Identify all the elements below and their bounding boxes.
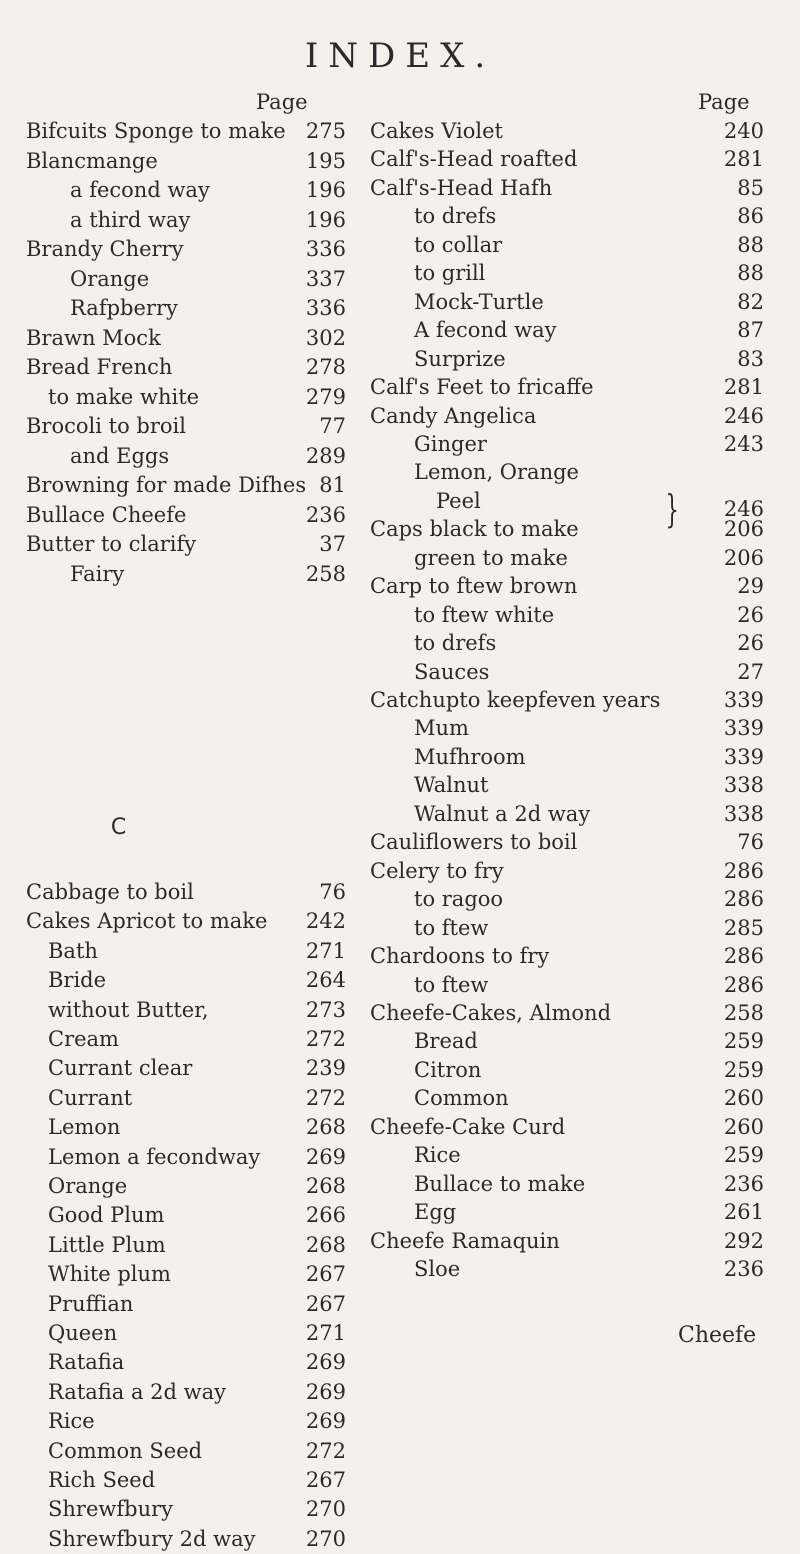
entry-page: 278: [305, 355, 346, 379]
index-entry: [370, 315, 764, 345]
entry-text: Cauliflowers to boil: [370, 830, 578, 855]
index-entry: [370, 571, 764, 601]
entry-page: 281: [723, 375, 764, 400]
entry-page: 259: [723, 1143, 764, 1168]
entry-text: Shrewfbury: [48, 1497, 173, 1522]
index-entry: [26, 1406, 346, 1436]
entry-text: Little Plum: [48, 1232, 166, 1257]
entry-page: 292: [723, 1228, 764, 1253]
index-entry: [370, 770, 764, 800]
index-entry: [26, 559, 346, 589]
index-entry: [26, 1200, 346, 1230]
index-entry: [26, 146, 346, 176]
entry-page: 336: [305, 237, 346, 261]
entry-text: Lemon a fecondway: [48, 1144, 261, 1169]
entry-page: 270: [305, 1497, 346, 1522]
page-column-heading: Page: [256, 90, 308, 114]
entry-page: 86: [737, 204, 764, 229]
index-entry: [370, 1140, 764, 1170]
index-entry: [26, 441, 346, 471]
entry-text: to ragoo: [414, 887, 504, 912]
entry-text: Butter to clarify: [26, 532, 197, 556]
index-entry: [370, 941, 764, 971]
entry-text: Bread: [414, 1029, 478, 1054]
entry-text: Cakes Apricot to make: [26, 909, 268, 934]
index-entry: [370, 628, 764, 658]
entry-text: Calf's Feet to fricaffe: [370, 375, 594, 400]
entry-page: 275: [305, 119, 346, 143]
entry-page: 37: [319, 532, 346, 556]
entry-text: Lemon: [48, 1115, 121, 1140]
entry-page: 239: [305, 1056, 346, 1081]
index-entry: [26, 1494, 346, 1524]
entry-page: 339: [723, 716, 764, 741]
index-entry: [26, 323, 346, 353]
entry-page: 267: [305, 1468, 346, 1492]
entry-text: and Eggs: [70, 443, 170, 468]
entry-page: 76: [737, 830, 764, 855]
entry-page: 82: [737, 289, 764, 314]
index-entry: [370, 1169, 764, 1199]
index-entry: [370, 799, 764, 829]
entry-text: Bread French: [26, 355, 173, 379]
entry-text: Queen: [48, 1321, 118, 1345]
entry-page: 259: [723, 1057, 764, 1082]
entry-page: 195: [305, 148, 346, 173]
index-entry: [370, 429, 764, 459]
entry-page: 339: [723, 744, 764, 769]
entry-page: 272: [305, 1438, 346, 1463]
entry-page: 266: [305, 1203, 346, 1228]
entry-page: 261: [723, 1200, 764, 1225]
index-entry: [26, 1289, 346, 1319]
entry-page: 81: [319, 473, 346, 497]
entry-page: 206: [723, 517, 764, 542]
index-entry: [26, 965, 346, 995]
entry-page: 76: [319, 880, 346, 904]
entry-text: Orange: [48, 1174, 128, 1198]
entry-page: 272: [305, 1085, 346, 1110]
index-entry: [370, 401, 764, 431]
entry-text: Currant: [48, 1085, 133, 1110]
entry-page: 336: [305, 296, 346, 320]
entry-page: 206: [723, 545, 764, 570]
entry-page: 286: [723, 887, 764, 912]
entry-page: 236: [723, 1257, 764, 1281]
entry-text: Walnut: [414, 773, 489, 798]
entry-text: Rice: [414, 1143, 461, 1168]
entry-text: Rice: [48, 1409, 95, 1434]
entry-page: 259: [723, 1029, 764, 1054]
index-entry: [370, 913, 764, 943]
entry-page: 258: [723, 1000, 764, 1025]
index-entry: [370, 543, 764, 573]
index-entry: [26, 1053, 346, 1083]
entry-text: Orange: [70, 266, 150, 291]
entry-text: to collar: [414, 232, 503, 257]
index-entry: [370, 230, 764, 260]
entry-text: Rich Seed: [48, 1468, 156, 1492]
entry-text: Cheefe-Cake Curd: [370, 1114, 566, 1139]
index-entry: [370, 600, 764, 630]
entry-text: Caps black to make: [370, 517, 579, 542]
entry-page: 242: [305, 909, 346, 934]
index-entry: [26, 1465, 346, 1495]
index-entry: [370, 657, 764, 687]
index-entry: [26, 1142, 346, 1172]
index-entry: [26, 877, 346, 907]
entry-page: 268: [305, 1232, 346, 1257]
entry-text: Celery to fry: [370, 858, 504, 883]
entry-page: 272: [305, 1027, 346, 1051]
entry-page: 269: [305, 1350, 346, 1375]
entry-page: 246: [723, 403, 764, 428]
index-entry: [26, 470, 346, 500]
entry-text: Carp to ftew brown: [370, 574, 578, 599]
entry-page: 258: [305, 561, 346, 586]
entry-page: 281: [723, 147, 764, 172]
entry-page: 260: [723, 1086, 764, 1111]
index-entry: [26, 293, 346, 323]
index-entry: [26, 352, 346, 382]
entry-text: Walnut a 2d way: [414, 801, 591, 826]
entry-text: Bifcuits Sponge to make: [26, 119, 286, 143]
page-title: INDEX.: [304, 36, 496, 76]
entry-page: 196: [305, 178, 346, 202]
entry-text: Cakes Violet: [370, 119, 503, 143]
index-entry: [26, 936, 346, 966]
index-entry: [370, 258, 764, 288]
entry-page: 88: [737, 261, 764, 286]
entry-page: 267: [305, 1291, 346, 1316]
entry-text: Fairy: [70, 561, 125, 586]
entry-page: 85: [737, 175, 764, 200]
entry-text: Brandy Cherry: [26, 237, 184, 261]
index-entry: [26, 1024, 346, 1054]
index-entry: [26, 1112, 346, 1142]
entry-page: 260: [723, 1114, 764, 1139]
index-entry: [26, 1083, 346, 1113]
entry-text: Citron: [414, 1057, 482, 1082]
index-entry: [370, 998, 764, 1028]
entry-text: green to make: [414, 545, 568, 570]
index-entry: [26, 1524, 346, 1554]
entry-text: Lemon, Orange: [414, 460, 579, 485]
index-entry: [26, 234, 346, 264]
entry-text: Cheefe-Cakes, Almond: [370, 1000, 612, 1025]
entry-text: to make white: [48, 384, 200, 409]
entry-page: 236: [305, 502, 346, 527]
entry-text: to grill: [414, 261, 486, 286]
entry-page: 269: [305, 1379, 346, 1404]
brace-mark: }: [665, 487, 679, 531]
entry-text: Mock-Turtle: [414, 289, 544, 314]
entry-page: 269: [305, 1409, 346, 1434]
index-entry: [26, 1347, 346, 1377]
index-entry: [26, 995, 346, 1025]
entry-page: 289: [305, 443, 346, 468]
index-entry: [26, 1171, 346, 1201]
entry-page: 87: [737, 318, 764, 343]
entry-page: 338: [723, 801, 764, 826]
entry-text: Catchupto keepfeven years: [370, 688, 661, 712]
entry-text: White plum: [48, 1262, 171, 1287]
entry-text: a third way: [70, 207, 191, 232]
entry-page: 302: [305, 325, 346, 350]
entry-text: to drefs: [414, 204, 497, 229]
entry-page: 337: [305, 266, 346, 291]
entry-page: 264: [305, 968, 346, 993]
entry-page: 240: [723, 119, 764, 143]
entry-text: Surprize: [414, 346, 506, 371]
entry-page: 196: [305, 207, 346, 232]
index-entry: [26, 500, 346, 530]
index-entry: [26, 906, 346, 936]
entry-page: 29: [737, 574, 764, 599]
entry-text: to ftew: [414, 915, 489, 940]
index-entry: [26, 264, 346, 294]
entry-page: 279: [305, 384, 346, 409]
entry-page: 243: [723, 431, 764, 456]
index-entry: [26, 175, 346, 205]
entry-text: Sloe: [414, 1257, 461, 1281]
index-entry: [370, 1083, 764, 1113]
entry-page: 236: [723, 1171, 764, 1196]
entry-text: Shrewfbury 2d way: [48, 1526, 256, 1551]
entry-text: Brawn Mock: [26, 325, 161, 350]
index-entry: [26, 1259, 346, 1289]
entry-page: 268: [305, 1174, 346, 1198]
entry-text: Rafpberry: [70, 296, 178, 320]
entry-text: Cabbage to boil: [26, 880, 194, 904]
index-entry: [370, 1226, 764, 1256]
index-entry: [370, 1197, 764, 1227]
entry-page: 339: [723, 688, 764, 712]
index-entry: [370, 856, 764, 886]
index-entry: [370, 1254, 764, 1284]
entry-page: 286: [723, 972, 764, 997]
entry-text: Ratafia: [48, 1350, 125, 1375]
index-entry: [370, 884, 764, 914]
index-entry: [26, 529, 346, 559]
entry-text: without Butter,: [48, 997, 209, 1022]
index-entry: [370, 1026, 764, 1056]
entry-page: 285: [723, 915, 764, 940]
entry-page: 270: [305, 1526, 346, 1551]
entry-text: Chardoons to fry: [370, 944, 550, 969]
entry-text: Peel: [436, 488, 481, 513]
entry-text: Bullace to make: [414, 1171, 586, 1196]
entry-text: Mufhroom: [414, 744, 526, 769]
entry-page: 77: [319, 414, 346, 438]
index-entry: [26, 411, 346, 441]
index-entry: [26, 1230, 346, 1260]
entry-text: to ftew: [414, 972, 489, 997]
index-entry: [370, 827, 764, 857]
entry-page: 271: [305, 938, 346, 963]
entry-text: Common Seed: [48, 1438, 203, 1463]
index-entry: [370, 713, 764, 743]
entry-page: 246: [723, 497, 764, 521]
entry-text: Bullace Cheefe: [26, 502, 187, 527]
index-entry: [370, 457, 764, 487]
entry-text: Ratafia a 2d way: [48, 1379, 227, 1404]
index-entry: [26, 382, 346, 412]
entry-page: 268: [305, 1115, 346, 1140]
entry-text: Blancmange: [26, 148, 158, 173]
entry-text: Ginger: [414, 431, 487, 456]
entry-text: Cheefe Ramaquin: [370, 1228, 560, 1253]
index-entry: [370, 1112, 764, 1142]
entry-page: 286: [723, 858, 764, 883]
brace-page: [370, 494, 764, 524]
index-entry: [370, 287, 764, 317]
entry-page: 271: [305, 1321, 346, 1345]
index-entry: [26, 116, 346, 146]
left-column: [26, 0, 346, 1551]
entry-page: 26: [737, 602, 764, 627]
entry-page: 88: [737, 232, 764, 257]
entry-page: 27: [737, 659, 764, 684]
right-column: [370, 0, 764, 1369]
entry-text: Brocoli to broil: [26, 414, 186, 438]
index-entry: [370, 144, 764, 174]
entry-page: 83: [737, 346, 764, 371]
index-entry: [26, 1377, 346, 1407]
entry-text: Sauces: [414, 659, 490, 684]
entry-text: Candy Angelica: [370, 403, 537, 428]
index-entry: [370, 742, 764, 772]
entry-page: 273: [305, 997, 346, 1022]
catchword: Cheefe: [678, 1323, 757, 1348]
entry-text: Mum: [414, 716, 469, 741]
entry-text: Egg: [414, 1200, 457, 1225]
entry-page: 286: [723, 944, 764, 969]
entry-text: Pruffian: [48, 1291, 134, 1316]
entry-text: Calf's-Head roafted: [370, 147, 578, 172]
page-column-heading: Page: [698, 90, 750, 114]
entry-text: a fecond way: [70, 178, 210, 202]
index-entry: [370, 1055, 764, 1085]
entry-page: 26: [737, 631, 764, 656]
index-entry: [370, 116, 764, 146]
entry-text: to drefs: [414, 631, 497, 656]
section-letter: C: [110, 815, 127, 840]
entry-page: 269: [305, 1144, 346, 1169]
entry-text: Cream: [48, 1027, 119, 1051]
index-entry: [370, 685, 764, 715]
index-entry: [370, 173, 764, 203]
entry-text: Calf's-Head Hafh: [370, 175, 553, 200]
index-entry: [370, 201, 764, 231]
entry-text: Good Plum: [48, 1203, 165, 1228]
index-entry: [370, 344, 764, 374]
entry-text: Browning for made Difhes: [26, 473, 307, 497]
entry-text: A fecond way: [414, 318, 557, 343]
entry-text: Currant clear: [48, 1056, 193, 1081]
index-entry: [26, 1318, 346, 1348]
index-entry: [26, 205, 346, 235]
index-entry: [370, 372, 764, 402]
entry-page: 338: [723, 773, 764, 798]
entry-text: to ftew white: [414, 602, 555, 627]
index-entry: [26, 1436, 346, 1466]
entry-text: Bath: [48, 938, 98, 963]
entry-text: Bride: [48, 968, 107, 993]
entry-text: Common: [414, 1086, 509, 1111]
index-entry: [370, 970, 764, 1000]
entry-page: 267: [305, 1262, 346, 1287]
